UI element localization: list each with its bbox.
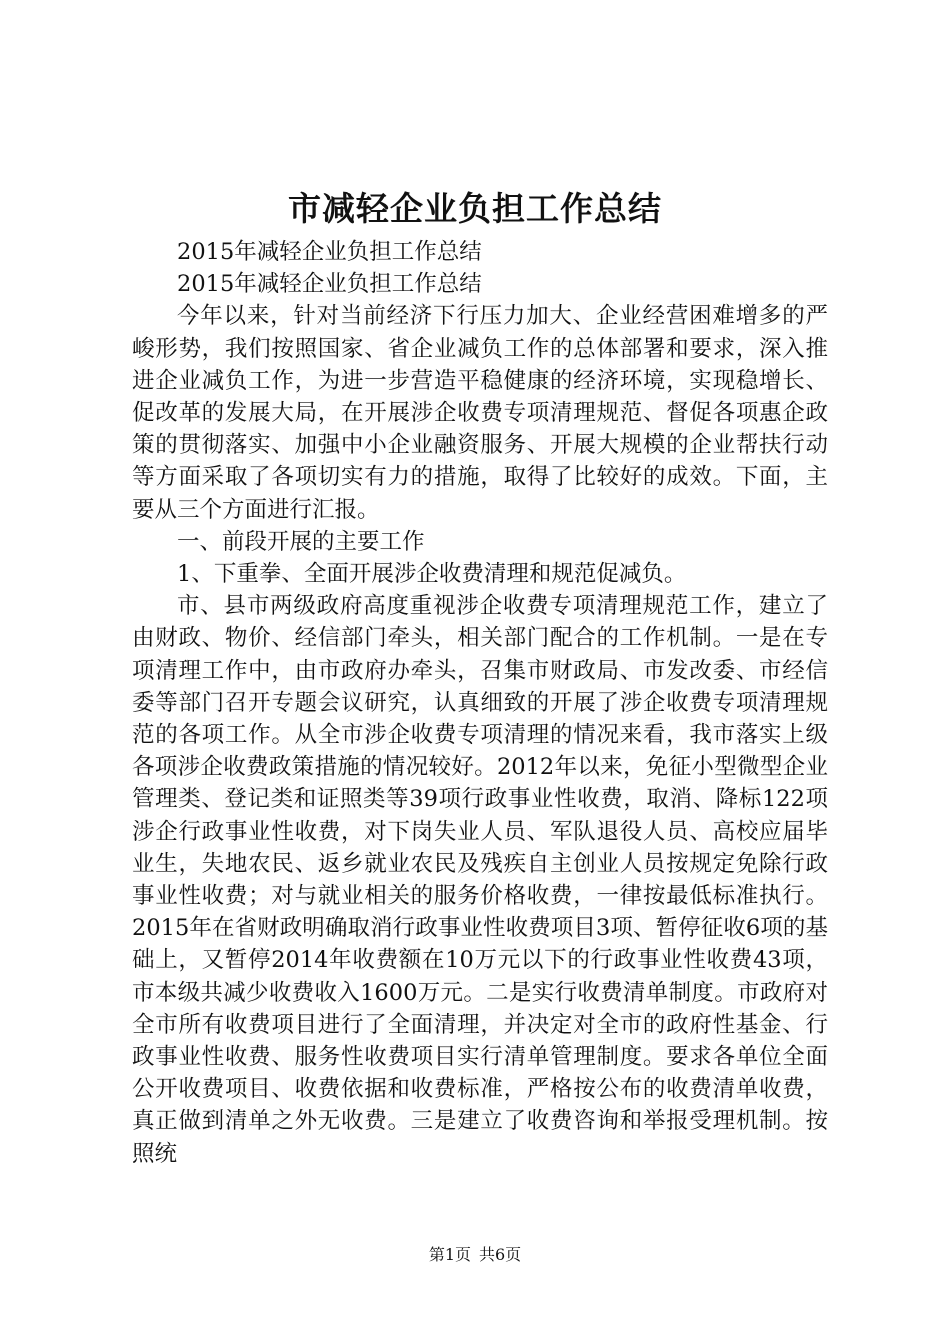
paragraph-intro: 今年以来，针对当前经济下行压力加大、企业经营困难增多的严峻形势，我们按照国家、省企业减负工作的总体部署和要求，深入推进企业减负工作，为进一步营造平稳健康的经济环境，实现稳增长、促改革的发展大局，在开展涉企收费专项清理规范、督促各项惠企政策的贯彻落实、加强中小企业融资服务、开展大规模的企业帮扶行动等方面采取了各项切实有力的措施，取得了比较好的成效。下面，主要从三个方面进行汇报。 — [132, 303, 828, 523]
page-number: 第1页 — [428, 1245, 471, 1264]
document-body — [132, 236, 828, 1170]
paragraph-subtitle-2: 2015年减轻企业负担工作总结 — [177, 271, 482, 298]
paragraph-body: 市、县市两级政府高度重视涉企收费专项清理规范工作，建立了由财政、物价、经信部门牵头，相关部门配合的工作机制。一是在专项清理工作中，由市政府办牵头，召集市财政局、市发改委、市经信委等部门召开专题会议研究，认真细致的开展了涉企收费专项清理规范的各项工作。从全市涉企收费专项清理的情况来看，我市落实上级各项涉企收费政策措施的情况较好。2012年以来，免征小型微型企业管理类、登记类和证照类等39项行政事业性收费，取消、降标122项涉企行政事业性收费，对下岗失业人员、军队退役人员、高校应届毕业生，失地农民、返乡就业农民及残疾自主创业人员按规定免除行政事业性收费；对与就业相关的服务价格收费，一律按最低标准执行。2015年在省财政明确取消行政事业性收费项目3项、暂停征收6项的基础上，又暂停2014年收费额在10万元以下的行政事业性收费43项，市本级共减少收费收入1600万元。二是实行收费清单制度。市政府对全市所有收费项目进行了全面清理，并决定对全市的政府性基金、行政事业性收费、服务性收费项目实行清单管理制度。要求各单位全面公开收费项目、收费依据和收费标准，严格按公布的收费清单收费，真正做到清单之外无收费。三是建立了收费咨询和举报受理机制。按照统 — [132, 593, 828, 1167]
page-footer — [0, 1244, 950, 1266]
document-title: 市减轻企业负担工作总结 — [288, 189, 662, 228]
section-heading: 一、前段开展的主要工作 — [177, 528, 425, 555]
subsection-heading: 1、下重拳、全面开展涉企收费清理和规范促减负。 — [177, 561, 687, 588]
page-total: 共6页 — [479, 1245, 522, 1264]
paragraph-subtitle-1: 2015年减轻企业负担工作总结 — [177, 239, 482, 265]
